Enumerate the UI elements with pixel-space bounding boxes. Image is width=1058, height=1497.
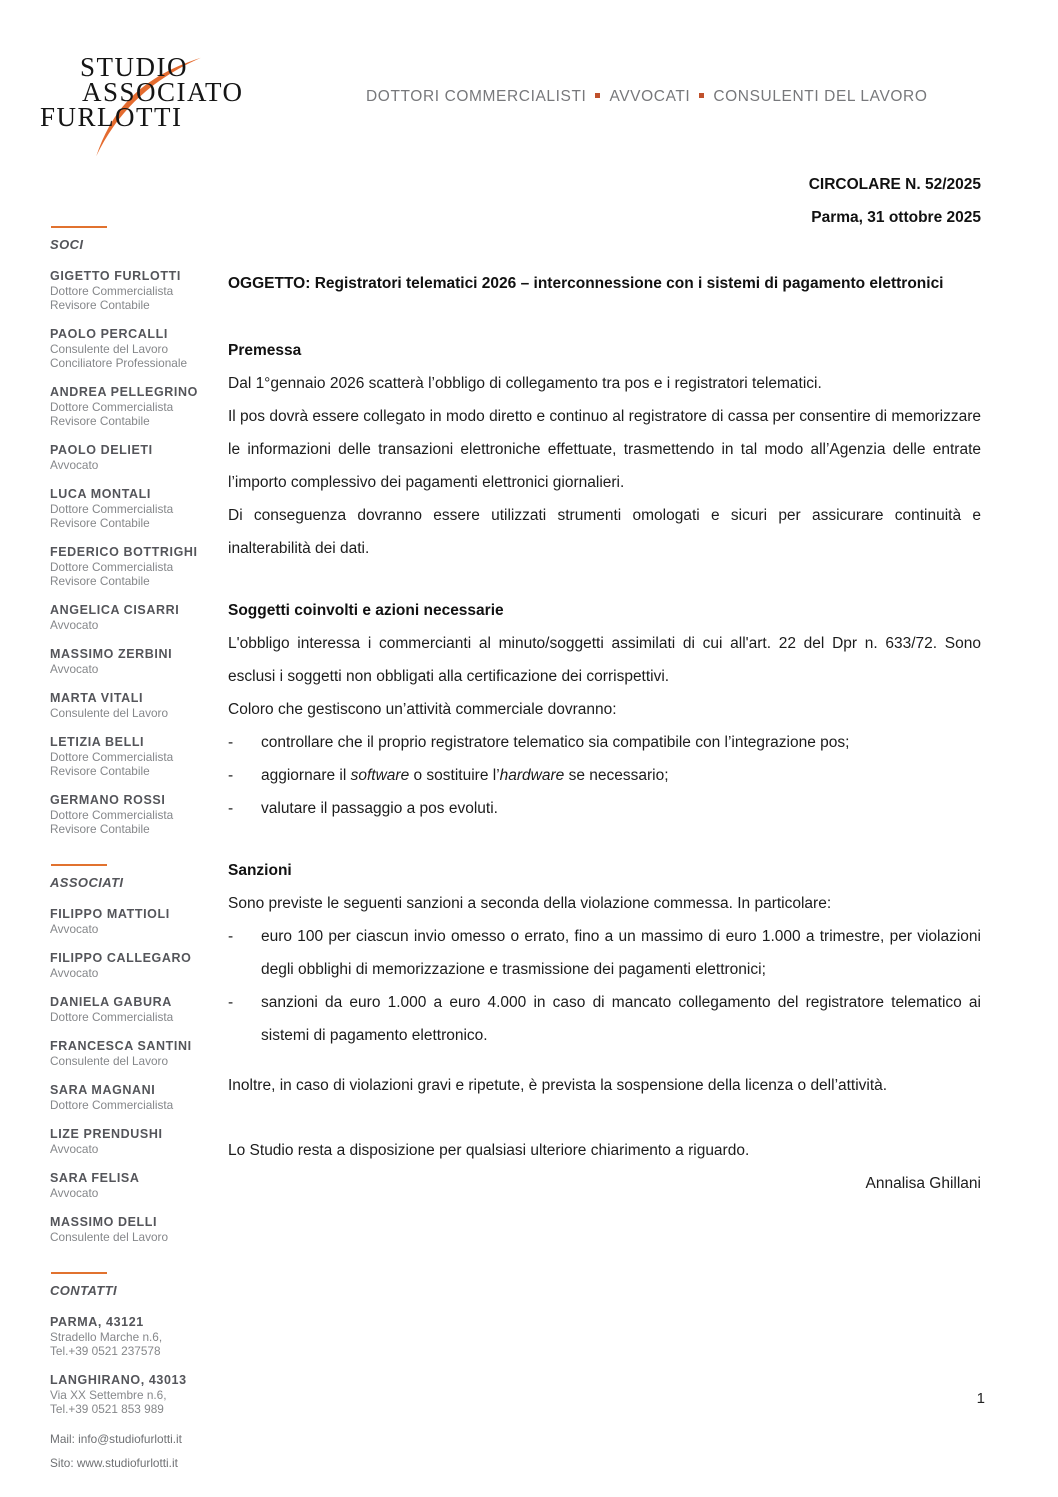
person-name: PAOLO PERCALLI (50, 327, 168, 341)
bullet-item (228, 986, 981, 1052)
bullet-text (261, 920, 981, 986)
sidebar-entry (50, 1171, 220, 1200)
section-divider (51, 864, 107, 866)
sidebar-entry (50, 269, 220, 312)
bullet-item (228, 920, 981, 986)
bullet-dash: - (228, 928, 234, 945)
person-role: Revisore Contabile (50, 822, 150, 836)
person-role: Avvocato (50, 618, 99, 632)
bullet-text (261, 792, 981, 825)
person-name: MASSIMO ZERBINI (50, 647, 173, 661)
bullet-item (228, 759, 981, 792)
place-date: Parma, 31 ottobre 2025 (811, 209, 981, 226)
sidebar-entry (50, 951, 220, 980)
sidebar-entry (50, 793, 220, 836)
person-name: FILIPPO CALLEGARO (50, 951, 192, 965)
tagline-part: DOTTORI COMMERCIALISTI (366, 88, 587, 105)
tagline-separator-square-icon (595, 93, 600, 98)
bullet-dash: - (228, 767, 234, 784)
firm-tagline (366, 88, 926, 106)
sidebar-entry (50, 545, 220, 588)
person-role: Revisore Contabile (50, 516, 150, 530)
person-role: Consulente del Lavoro (50, 1054, 169, 1068)
logo-line-3: FURLOTTI (40, 102, 183, 132)
person-name: SARA MAGNANI (50, 1083, 156, 1097)
person-name: LETIZIA BELLI (50, 735, 145, 749)
sidebar-entry (50, 327, 220, 370)
person-name: GERMANO ROSSI (50, 793, 166, 807)
sidebar-entry (50, 735, 220, 778)
sidebar-entry (50, 1315, 220, 1358)
person-role: Dottore Commercialista (50, 1010, 174, 1024)
sidebar-section-contatti (50, 1272, 220, 1416)
subject-line: OGGETTO: Registratori telematici 2026 – interconnessione con i sistemi di pagamento elettronici (228, 275, 944, 292)
bullet-text-segment: valutare il passaggio a pos evoluti. (261, 800, 498, 817)
person-role: Revisore Contabile (50, 574, 150, 588)
person-role: Dottore Commercialista (50, 400, 174, 414)
person-name: LIZE PRENDUSHI (50, 1127, 163, 1141)
bullet-text-segment: controllare che il proprio registratore telematico sia compatibile con l’integrazione pos; (261, 734, 850, 751)
person-role: Consulente del Lavoro (50, 1230, 169, 1244)
circular-meta (809, 176, 981, 227)
sidebar-section-title: CONTATTI (50, 1283, 117, 1298)
body-paragraph: Coloro che gestiscono un’attività commerciale dovranno: (228, 701, 617, 718)
sidebar-section-title: ASSOCIATI (50, 875, 124, 890)
person-name: FILIPPO MATTIOLI (50, 907, 170, 921)
person-name: ANGELICA CISARRI (50, 603, 180, 617)
person-role: Avvocato (50, 458, 99, 472)
bullet-dash: - (228, 734, 234, 751)
person-role: Tel.+39 0521 237578 (50, 1344, 161, 1358)
body-paragraph: Inoltre, in caso di violazioni gravi e ripetute, è prevista la sospensione della licenza o dell’attività. (228, 1077, 888, 1094)
body-paragraph: Di conseguenza dovranno essere utilizzati strumenti omologati e sicuri per assicurare continuità e inalterabilità dei dati. (228, 507, 981, 557)
signature-name: Annalisa Ghillani (865, 1175, 981, 1192)
person-role: Via XX Settembre n.6, (50, 1388, 167, 1402)
sidebar-entry (50, 487, 220, 530)
person-name: DANIELA GABURA (50, 995, 172, 1009)
person-name: GIGETTO FURLOTTI (50, 269, 181, 283)
person-role: Dottore Commercialista (50, 560, 174, 574)
person-role: Tel.+39 0521 853 989 (50, 1402, 164, 1416)
tagline-part: AVVOCATI (609, 88, 691, 105)
bullet-item (228, 726, 981, 759)
person-role: Revisore Contabile (50, 414, 150, 428)
firm-sidebar (50, 226, 220, 1470)
sidebar-footer (50, 1432, 220, 1470)
bullet-text-segment: aggiornare il (261, 767, 351, 784)
section-heading: Soggetti coinvolti e azioni necessarie (228, 602, 504, 619)
person-role: Consulente del Lavoro (50, 342, 169, 356)
page-number: 1 (976, 1390, 985, 1407)
sidebar-entry (50, 647, 220, 676)
tagline-part: CONSULENTI DEL LAVORO (713, 88, 928, 105)
person-role: Dottore Commercialista (50, 502, 174, 516)
section-heading: Sanzioni (228, 862, 292, 879)
bullet-text-segment: o sostituire l’ (409, 767, 500, 784)
sidebar-entry (50, 1083, 220, 1112)
circular-number: CIRCOLARE N. 52/2025 (808, 176, 981, 193)
bullet-text (261, 726, 981, 759)
person-role: Dottore Commercialista (50, 750, 174, 764)
person-name: LANGHIRANO, 43013 (50, 1373, 187, 1387)
sidebar-section-soci (50, 226, 220, 836)
section-divider (51, 1272, 107, 1274)
sidebar-entry (50, 907, 220, 936)
studio-furlotti-logo (40, 52, 244, 155)
bullet-text (261, 986, 981, 1052)
logo-line-2: ASSOCIATO (82, 77, 244, 107)
person-name: FEDERICO BOTTRIGHI (50, 545, 198, 559)
person-role: Avvocato (50, 1186, 99, 1200)
letter-body (228, 267, 981, 1200)
sidebar-entry (50, 691, 220, 720)
sidebar-entry (50, 1373, 220, 1416)
person-name: LUCA MONTALI (50, 487, 151, 501)
bullet-text-segment: se necessario; (564, 767, 669, 784)
sidebar-entry (50, 603, 220, 632)
bullet-text-segment: sanzioni da euro 1.000 a euro 4.000 in caso di mancato collegamento del registratore telematico ai sistemi di pagamento elettronico. (261, 994, 981, 1044)
person-name: MARTA VITALI (50, 691, 144, 705)
sidebar-section-associati (50, 864, 220, 1244)
sidebar-entry (50, 1127, 220, 1156)
person-role: Stradello Marche n.6, (50, 1330, 163, 1344)
body-paragraph: Il pos dovrà essere collegato in modo diretto e continuo al registratore di cassa per consentire di memorizzare le informazioni delle transazioni elettroniche effettuate, trasmettendo in tal modo all’Agenzia delle entrate l’importo complessivo dei pagamenti elettronici giornalieri. (228, 408, 981, 491)
contact-line: Sito: www.studiofurlotti.it (50, 1456, 178, 1470)
person-role: Dottore Commercialista (50, 284, 174, 298)
sidebar-entry (50, 443, 220, 472)
section-divider (51, 226, 107, 228)
italic-term: hardware (499, 767, 565, 784)
person-role: Dottore Commercialista (50, 808, 174, 822)
tagline-separator-square-icon (699, 93, 704, 98)
person-role: Avvocato (50, 922, 99, 936)
bullet-text-segment: euro 100 per ciascun invio omesso o errato, fino a un massimo di euro 1.000 a trimestre, per violazioni degli obblighi di memorizzazione e trasmissione dei pagamenti elettronici; (261, 928, 981, 978)
body-paragraph: Dal 1°gennaio 2026 scatterà l’obbligo di collegamento tra pos e i registratori telematici. (228, 375, 822, 392)
person-name: PAOLO DELIETI (50, 443, 153, 457)
person-role: Conciliatore Professionale (50, 356, 188, 370)
bullet-item (228, 792, 981, 825)
person-name: MASSIMO DELLI (50, 1215, 158, 1229)
body-paragraph: L'obbligo interessa i commercianti al minuto/soggetti assimilati di cui all'art. 22 del Dpr n. 633/72. Sono esclusi i soggetti non obbligati alla certificazione dei corrispettivi. (228, 635, 981, 685)
person-role: Consulente del Lavoro (50, 706, 169, 720)
section-heading: Premessa (228, 342, 302, 359)
bullet-dash: - (228, 994, 234, 1011)
person-role: Dottore Commercialista (50, 1098, 174, 1112)
bullet-text (261, 759, 981, 792)
body-paragraph: Sono previste le seguenti sanzioni a seconda della violazione commessa. In particolare: (228, 895, 832, 912)
person-role: Revisore Contabile (50, 764, 150, 778)
person-name: ANDREA PELLEGRINO (50, 385, 198, 399)
person-name: FRANCESCA SANTINI (50, 1039, 192, 1053)
sidebar-entry (50, 1039, 220, 1068)
person-role: Revisore Contabile (50, 298, 150, 312)
sidebar-entry (50, 385, 220, 428)
sidebar-section-title: SOCI (50, 237, 84, 252)
person-name: PARMA, 43121 (50, 1315, 144, 1329)
sidebar-entry (50, 1215, 220, 1244)
body-paragraph: Lo Studio resta a disposizione per qualsiasi ulteriore chiarimento a riguardo. (228, 1142, 750, 1159)
sidebar-entry (50, 995, 220, 1024)
italic-term: software (350, 767, 410, 784)
bullet-dash: - (228, 800, 234, 817)
document-sections (228, 334, 981, 1200)
contact-line: Mail: info@studiofurlotti.it (50, 1432, 182, 1446)
person-role: Avvocato (50, 1142, 99, 1156)
person-name: SARA FELISA (50, 1171, 140, 1185)
person-role: Avvocato (50, 966, 99, 980)
logo-line-1: STUDIO (80, 52, 188, 82)
person-role: Avvocato (50, 662, 99, 676)
